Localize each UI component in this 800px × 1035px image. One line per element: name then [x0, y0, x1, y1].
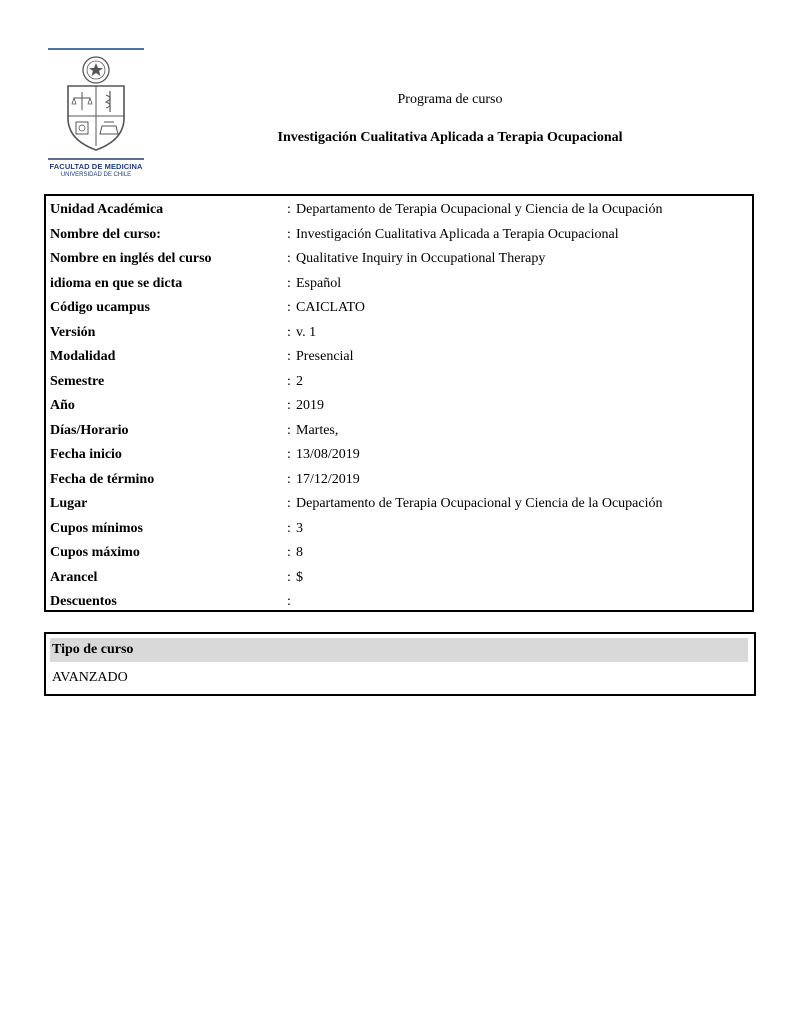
info-value: 3 — [296, 520, 303, 536]
info-row — [50, 247, 750, 271]
faculty-logo — [44, 46, 148, 186]
logo-university-text: UNIVERSIDAD DE CHILE — [60, 172, 132, 178]
info-value: Departamento de Terapia Ocupacional y Ciencia de la Ocupación — [296, 496, 663, 511]
crest-icon — [44, 46, 148, 162]
info-label: Unidad Académica — [50, 202, 164, 217]
info-separator: : — [287, 373, 291, 389]
info-row — [50, 272, 750, 296]
course-type-value: AVANZADO — [52, 670, 128, 685]
info-value: 17/12/2019 — [296, 471, 360, 487]
info-separator: : — [287, 594, 291, 609]
logo-faculty-text: FACULTAD DE MEDICINA — [49, 162, 143, 171]
info-separator: : — [287, 324, 291, 340]
info-row — [50, 443, 750, 467]
info-value: 8 — [296, 545, 303, 560]
info-separator: : — [287, 251, 291, 266]
info-label: Modalidad — [50, 349, 116, 364]
course-title: Investigación Cualitativa Aplicada a Terapia Ocupacional — [277, 130, 623, 145]
course-type-label: Tipo de curso — [50, 638, 748, 662]
info-label: Cupos mínimos — [50, 520, 143, 536]
course-type-table — [44, 632, 756, 696]
info-label: Semestre — [50, 373, 105, 389]
info-separator: : — [287, 349, 291, 364]
info-value: Departamento de Terapia Ocupacional y Ciencia de la Ocupación — [296, 202, 663, 217]
info-separator: : — [287, 300, 291, 315]
info-row — [50, 492, 750, 516]
info-value: 13/08/2019 — [296, 447, 360, 462]
info-label: Arancel — [50, 569, 98, 585]
info-row — [50, 517, 750, 541]
info-row — [50, 370, 750, 394]
info-row — [50, 296, 750, 320]
info-label: Fecha de término — [50, 471, 155, 487]
course-info-table — [44, 194, 754, 612]
info-label: Versión — [50, 324, 96, 340]
info-value: 2 — [296, 373, 303, 389]
info-value: v. 1 — [296, 324, 317, 340]
info-value: 2019 — [296, 398, 324, 413]
info-separator: : — [287, 569, 291, 585]
info-separator: : — [287, 545, 291, 560]
info-row — [50, 590, 750, 614]
info-value: CAICLATO — [296, 300, 365, 315]
info-row — [50, 566, 750, 590]
info-row — [50, 345, 750, 369]
info-row — [50, 468, 750, 492]
info-row — [50, 394, 750, 418]
info-row — [50, 198, 750, 222]
info-separator: : — [287, 275, 291, 291]
document-type: Programa de curso — [397, 92, 503, 107]
info-separator: : — [287, 520, 291, 536]
info-separator: : — [287, 422, 291, 438]
info-value: Martes, — [296, 422, 339, 438]
info-row — [50, 541, 750, 565]
info-label: Año — [50, 398, 75, 413]
info-row — [50, 321, 750, 345]
info-value: $ — [296, 569, 303, 585]
info-separator: : — [287, 398, 291, 413]
info-label: Lugar — [50, 496, 88, 511]
info-label: Nombre del curso: — [50, 226, 161, 242]
info-separator: : — [287, 447, 291, 462]
info-value: Investigación Cualitativa Aplicada a Terapia Ocupacional — [296, 226, 619, 242]
info-label: idioma en que se dicta — [50, 275, 183, 291]
info-label: Cupos máximo — [50, 545, 140, 560]
info-row — [50, 419, 750, 443]
info-value: Español — [296, 275, 342, 291]
info-separator: : — [287, 226, 291, 242]
info-label: Descuentos — [50, 594, 117, 609]
info-label: Nombre en inglés del curso — [50, 251, 212, 266]
info-separator: : — [287, 202, 291, 217]
info-label: Código ucampus — [50, 300, 150, 315]
info-value: Qualitative Inquiry in Occupational Therapy — [296, 251, 546, 266]
info-separator: : — [287, 471, 291, 487]
info-label: Días/Horario — [50, 422, 129, 438]
info-row — [50, 223, 750, 247]
info-label: Fecha inicio — [50, 447, 122, 462]
info-value: Presencial — [296, 349, 354, 364]
info-separator: : — [287, 496, 291, 511]
